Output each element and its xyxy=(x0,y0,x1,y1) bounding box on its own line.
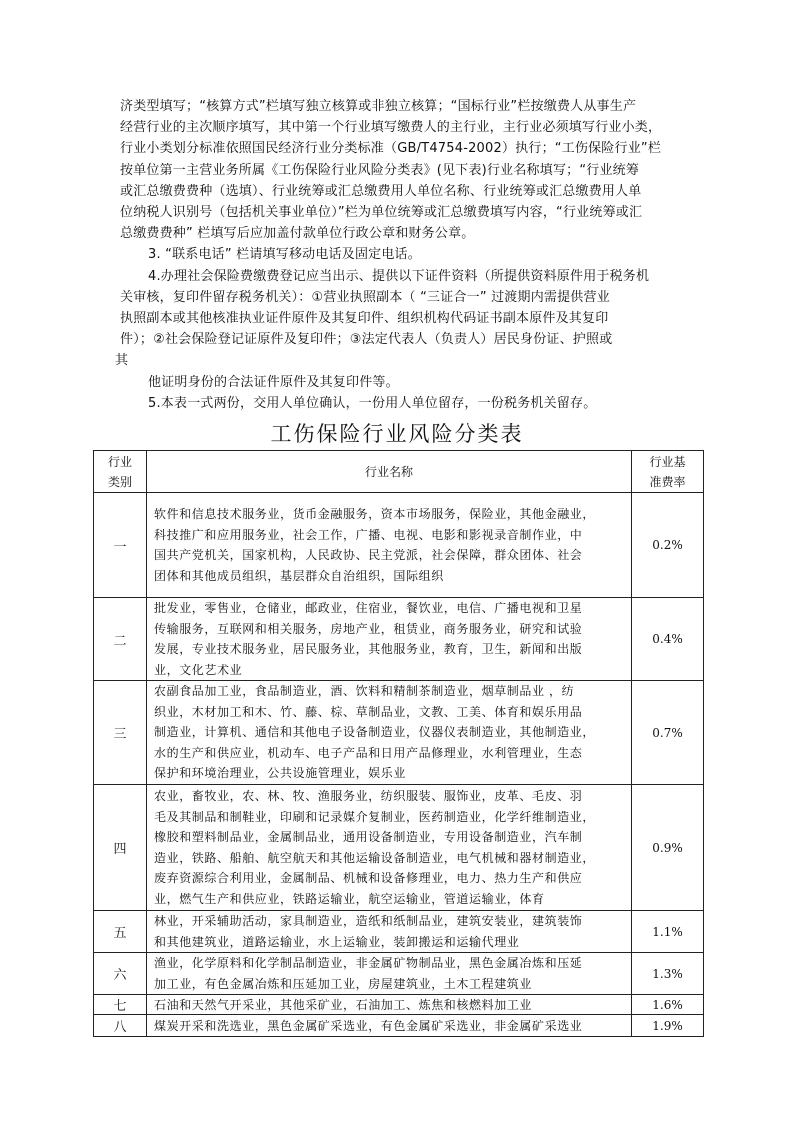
base-rate: 1.3% xyxy=(632,953,704,995)
table-header-row xyxy=(94,451,704,493)
table-row xyxy=(94,911,704,953)
industry-line: 团体和其他成员组织，基层群众自治组织，国际组织 xyxy=(154,568,444,583)
industry-names xyxy=(147,785,632,911)
industry-names xyxy=(147,911,632,953)
base-rate: 0.9% xyxy=(632,785,704,911)
instruction-line: 其 xyxy=(115,353,129,369)
industry-line: 业，文化艺术业 xyxy=(154,662,243,677)
header-category: 行业 类别 xyxy=(94,451,147,493)
instruction-line: 3. “联系电话” 栏请填写移动电话及固定电话。 xyxy=(148,247,421,263)
table-row xyxy=(94,953,704,995)
table-row xyxy=(94,681,704,785)
industry-line: 毛及其制品和制鞋业，印刷和记录媒介复制业，医药制造业，化学纤维制造业， xyxy=(154,809,596,824)
instruction-line: 件）；②社会保险登记证原件及复印件；③法定代表人（负责人）居民身份证、护照或 xyxy=(120,332,613,348)
table-row xyxy=(94,493,704,598)
industry-line: 软件和信息技术服务业，货币金融服务，资本市场服务，保险业，其他金融业， xyxy=(154,507,596,521)
industry-line: 保护和环境治理业，公共设施管理业，娱乐业 xyxy=(154,766,407,781)
risk-classification-table xyxy=(93,450,704,1037)
base-rate: 1.6% xyxy=(632,995,704,1015)
instruction-line: 4.办理社会保险费缴费登记应当出示、提供以下证件资料（所提供资料原件用于税务机 xyxy=(148,268,650,284)
industry-names xyxy=(147,598,632,681)
table-row xyxy=(94,995,704,1015)
instruction-line: 按单位第一主营业务所属《工伤保险行业风险分类表》(见下表)行业名称填写；“行业统筹 xyxy=(120,162,640,178)
instruction-line: 总缴费费种” 栏填写后应加盖付款单位行政公章和财务公章。 xyxy=(120,226,475,242)
industry-line: 科技推广和应用服务业，社会工作，广播、电视、电影和影视录音制作业，中 xyxy=(154,527,583,542)
instruction-line: 行业小类划分标准依照国民经济行业分类标准（GB/T4754-2002）执行；“工伤保险行业”栏 xyxy=(120,141,662,157)
industry-category: 二 xyxy=(94,598,147,681)
instruction-line: 或汇总缴费费种（选填）、行业统筹或汇总缴费用人单位名称、行业统筹或汇总缴费用人单 xyxy=(120,183,642,199)
industry-line: 批发业，零售业，仓储业，邮政业，住宿业，餐饮业，电信、广播电视和卫星 xyxy=(154,601,583,615)
industry-names xyxy=(147,493,632,598)
industry-category: 五 xyxy=(94,911,147,953)
industry-category: 四 xyxy=(94,785,147,911)
industry-line: 石油和天然气开采业，其他采矿业，石油加工、炼焦和核燃料加工业 xyxy=(154,997,533,1012)
table-title: 工伤保险行业风险分类表 xyxy=(270,422,524,446)
table-row xyxy=(94,598,704,681)
industry-line: 水的生产和供应业，机动车、电子产品和日用产品修理业，水利管理业，生态 xyxy=(154,745,583,760)
industry-line: 织业，木材加工和木、竹、藤、棕、草制品业，文教、工美、体育和娱乐用品 xyxy=(154,704,583,719)
instruction-line: 5.本表一式两份，交用人单位确认，一份用人单位留存，一份税务机关留存。 xyxy=(148,395,597,411)
industry-line: 传输服务，互联网和相关服务，房地产业，租赁业，商务服务业，研究和试验 xyxy=(154,621,583,636)
industry-line: 农业，畜牧业，农、林、牧、渔服务业，纺织服装、服饰业，皮革、毛皮、羽 xyxy=(154,789,583,803)
industry-line: 业，燃气生产和供应业，铁路运输业，航空运输业，管道运输业，体育 xyxy=(154,891,545,906)
table-row xyxy=(94,1015,704,1037)
industry-line: 发展，专业技术服务业，居民服务业，其他服务业，教育，卫生，新闻和出版 xyxy=(154,642,583,656)
base-rate: 0.2% xyxy=(632,493,704,598)
industry-category: 三 xyxy=(94,681,147,785)
table-row xyxy=(94,785,704,911)
header-industry-name: 行业名称 xyxy=(147,451,632,493)
instructions-text xyxy=(115,96,680,414)
instruction-line: 执照副本或其他核准执业证件原件及其复印件、组织机构代码证书副本原件及其复印 xyxy=(120,311,609,327)
industry-names xyxy=(147,995,632,1015)
industry-category: 七 xyxy=(94,995,147,1015)
industry-names xyxy=(147,681,632,785)
base-rate: 0.7% xyxy=(632,681,704,785)
industry-category: 一 xyxy=(94,493,147,598)
header-base-rate: 行业基 准费率 xyxy=(632,451,704,493)
industry-line: 造业，铁路、船舶、航空航天和其他运输设备制造业，电气机械和器材制造业， xyxy=(154,850,596,865)
industry-line: 和其他建筑业，道路运输业，水上运输业，装卸搬运和运输代理业 xyxy=(154,934,520,949)
industry-line: 橡胶和塑料制品业，金属制品业，通用设备制造业，专用设备制造业，汽车制 xyxy=(154,830,583,844)
industry-line: 煤炭开采和洗选业，黑色金属矿采选业，有色金属矿采选业，非金属矿采选业 xyxy=(154,1018,583,1033)
instruction-line: 位纳税人识别号（包括机关事业单位）”栏为单位统筹或汇总缴费填写内容，“行业统筹或汇 xyxy=(120,205,643,221)
instruction-line: 关审核，复印件留存税务机关）：①营业执照副本（ “三证合一” 过渡期内需提供营业 xyxy=(120,289,610,305)
instruction-line: 经营行业的主次顺序填写，其中第一个行业填写缴费人的主行业，主行业必须填写行业小类， xyxy=(120,120,662,136)
industry-line: 国共产党机关，国家机构，人民政协、民主党派，社会保障，群众团体、社会 xyxy=(154,548,583,562)
industry-line: 废弃资源综合利用业，金属制品、机械和设备修理业，电力、热力生产和供应 xyxy=(154,871,583,885)
base-rate: 0.4% xyxy=(632,598,704,681)
industry-names xyxy=(147,1015,632,1037)
industry-line: 林业，开采辅助活动，家具制造业，造纸和纸制品业，建筑安装业，建筑装饰 xyxy=(154,914,583,928)
industry-line: 农副食品加工业，食品制造业，酒、饮料和精制茶制造业，烟草制品业 ，纺 xyxy=(154,684,575,699)
industry-line: 渔业，化学原料和化学制品制造业，非金属矿物制品业，黑色金属冶炼和压延 xyxy=(154,956,583,970)
industry-names xyxy=(147,953,632,995)
industry-line: 制造业，计算机、通信和其他电子设备制造业，仪器仪表制造业，其他制造业， xyxy=(154,725,596,740)
instruction-line: 济类型填写；“核算方式”栏填写独立核算或非独立核算；“国标行业”栏按缴费人从事生产 xyxy=(120,99,637,114)
base-rate: 1.9% xyxy=(632,1015,704,1037)
industry-category: 八 xyxy=(94,1015,147,1037)
industry-line: 加工业，有色金属冶炼和压延加工业，房屋建筑业，土木工程建筑业 xyxy=(154,976,533,991)
industry-category: 六 xyxy=(94,953,147,995)
base-rate: 1.1% xyxy=(632,911,704,953)
instruction-line: 他证明身份的合法证件原件及其复印件等。 xyxy=(148,374,399,390)
